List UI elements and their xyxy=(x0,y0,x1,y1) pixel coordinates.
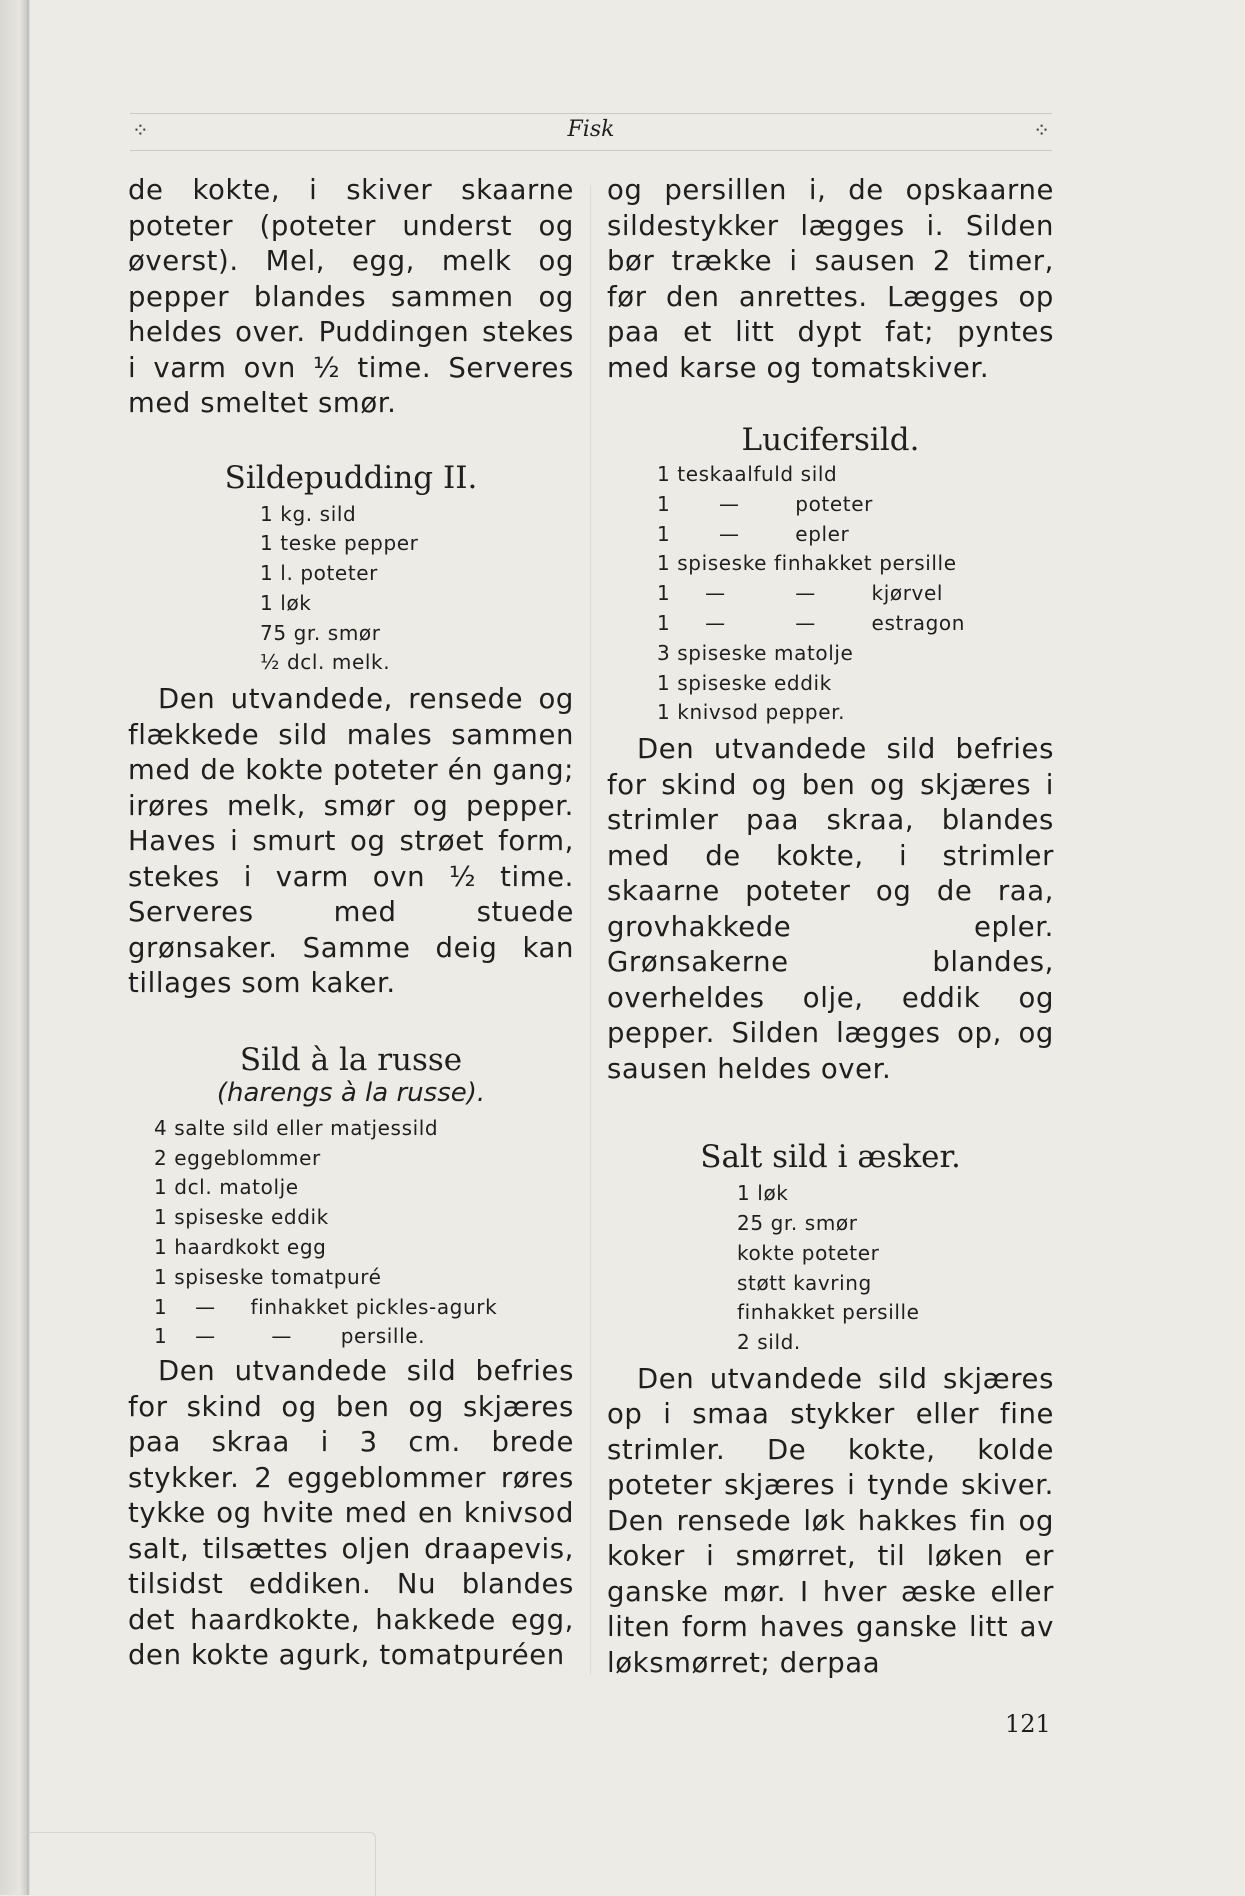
recipe-text-sildepudding: Den utvandede, rensede og flækkede sild males sammen med de kokte poteter én gang; irøres melk, smør og pepper. Haves i smurt og strøet form, stekes i varm ovn ½ time. Serveres med stuede grønsaker. Samme deig kan tillages som kaker. xyxy=(128,683,574,1000)
recipe-title-lucifersild: Lucifersild. xyxy=(741,422,920,458)
ingredient-item: 3 spiseske matolje xyxy=(657,640,854,665)
ingredient-item: 4 salte sild eller matjessild xyxy=(154,1115,439,1140)
recipe-text-salt-sild: Den utvandede sild skjæres op i smaa stykker eller fine strimler. De kokte, kolde poteter skjæres i tynde skiver. Den rensede løk hakkes fin og koker i smørret, til løken er ganske mør. I hver æske eller liten form haves ganske litt av løksmørret; derpaa xyxy=(607,1362,1054,1679)
ingredient-item: 1 l. poteter xyxy=(260,561,379,586)
page-corner-mark xyxy=(30,1832,376,1896)
ingredient-list-lucifersild xyxy=(657,460,1054,728)
ingredient-item: 1 spiseske tomatpuré xyxy=(154,1264,382,1289)
recipe-text-lucifersild: Den utvandede sild befries for skind og ben og skjæres i strimler paa skraa, blandes med de kokte, i strimler skaarne poteter og de raa, grovhakkede epler. Grønsakerne blandes, overheldes olje, eddik og pepper. Silden lægges op, og sausen heldes over. xyxy=(607,733,1054,1085)
ingredient-item: 1 knivsod pepper. xyxy=(657,700,846,725)
running-header xyxy=(130,113,1052,151)
ingredient-item: 1 spiseske finhakket persille xyxy=(657,551,957,576)
ingredient-item: 1 løk xyxy=(737,1181,789,1206)
ingredient-item: 2 eggeblommer xyxy=(154,1145,321,1170)
ornament-right-icon: ⁘ xyxy=(1033,118,1050,142)
ingredient-item: 25 gr. smør xyxy=(737,1210,858,1235)
page-number: 121 xyxy=(1005,1710,1051,1738)
header-rule-bottom xyxy=(130,150,1052,151)
ingredient-item: 1 — — persille. xyxy=(154,1324,426,1349)
recipe-title-salt-sild: Salt sild i æsker. xyxy=(700,1139,961,1176)
continued-paragraph: de kokte, i skiver skaarne poteter (poteter underst og øverst). Mel, egg, melk og pepper blandes sammen og heldes over. Puddingen stekes i varm ovn ½ time. Serveres med smeltet smør. xyxy=(128,174,574,419)
ingredient-item: ½ dcl. melk. xyxy=(260,650,391,675)
ingredient-item: 1 teske pepper xyxy=(260,531,419,556)
ingredient-item: 1 spiseske eddik xyxy=(657,670,832,695)
ingredient-item: 75 gr. smør xyxy=(260,620,381,645)
ornament-left-icon: ⁘ xyxy=(132,118,149,142)
ingredient-item: kokte poteter xyxy=(737,1240,880,1265)
ingredient-item: 1 dcl. matolje xyxy=(154,1175,299,1200)
ingredient-list-salt-sild xyxy=(737,1179,1054,1358)
ingredient-item: 1 — finhakket pickles-agurk xyxy=(154,1294,498,1319)
recipe-title-russe: Sild à la russe xyxy=(239,1041,463,1078)
column-divider xyxy=(590,185,591,1675)
ingredient-item: støtt kavring xyxy=(737,1270,872,1295)
book-binding-edge xyxy=(0,0,30,1895)
ingredient-item: 1 haardkokt egg xyxy=(154,1234,327,1259)
right-column xyxy=(607,173,1054,1681)
left-column xyxy=(128,173,574,1674)
ingredient-item: 1 spiseske eddik xyxy=(154,1205,329,1230)
ingredient-item: 1 — — kjørvel xyxy=(657,581,944,606)
recipe-text-russe: Den utvandede sild befries for skind og ben og skjæres paa skraa i 3 cm. brede stykker. 2 eggeblommer røres tykke og hvite med en knivsod salt, tilsættes oljen draapevis, tilsidst eddiken. Nu blandes det haardkokte, hakkede egg, den kokte agurk, tomatpuréen xyxy=(128,1355,574,1672)
ingredient-item: 1 kg. sild xyxy=(260,501,357,526)
ingredient-item: 1 — — estragon xyxy=(657,610,965,635)
recipe-title-sildepudding: Sildepudding II. xyxy=(224,459,478,496)
ingredient-list-sildepudding xyxy=(260,500,574,679)
continued-paragraph: og persillen i, de opskaarne sildestykker lægges i. Silden bør trække i sausen 2 timer, før den anrettes. Lægges op paa et litt dypt fat; pyntes med karse og tomatskiver. xyxy=(607,174,1054,384)
running-title: Fisk xyxy=(567,117,615,142)
ingredient-item: finhakket persille xyxy=(737,1300,920,1325)
ingredient-item: 1 — poteter xyxy=(657,491,873,516)
ingredient-list-russe xyxy=(154,1114,574,1352)
ingredient-item: 1 teskaalfuld sild xyxy=(657,462,838,486)
header-rule-top xyxy=(130,113,1052,114)
ingredient-item: 2 sild. xyxy=(737,1330,801,1355)
recipe-subtitle-russe: (harengs à la russe). xyxy=(216,1077,486,1108)
ingredient-item: 1 — epler xyxy=(657,521,850,546)
ingredient-item: 1 løk xyxy=(260,590,312,615)
